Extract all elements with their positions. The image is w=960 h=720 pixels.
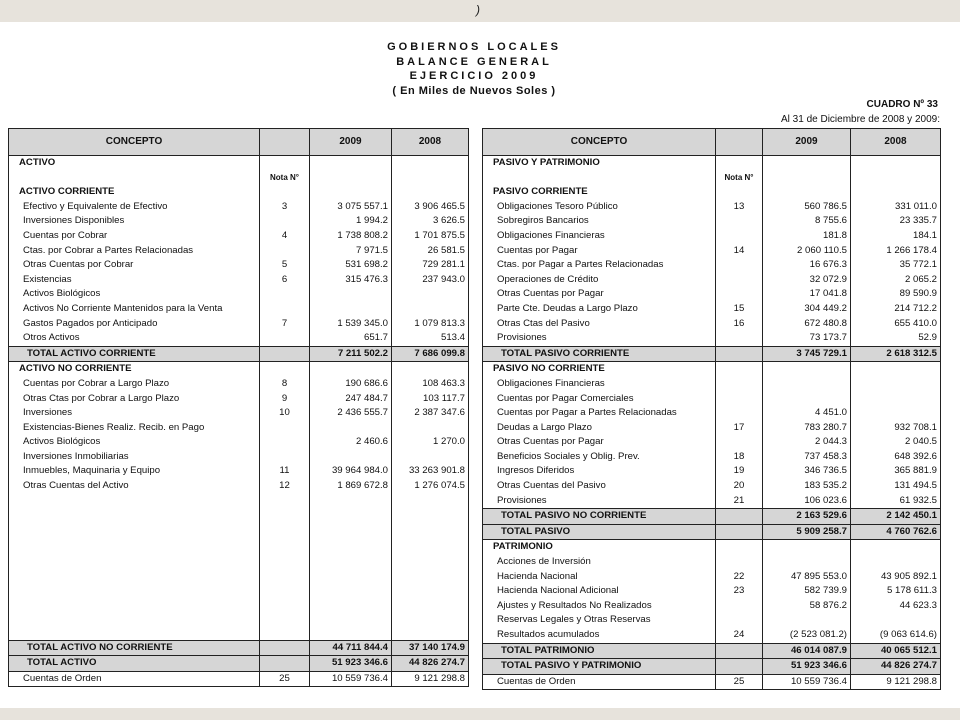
row-value-2009: 10 559 736.4 [331, 672, 388, 684]
table-row [483, 392, 941, 407]
row-nota: 20 [733, 480, 745, 492]
row-value-2008: 89 590.9 [899, 288, 937, 300]
row-nota: 17 [733, 421, 745, 433]
row-value-2008: 331 011.0 [895, 200, 937, 212]
top-bar [0, 0, 960, 22]
table-row [483, 555, 941, 570]
total-row [9, 640, 469, 656]
row-concepto: Provisiones [497, 332, 547, 344]
row-value-2009: 560 786.5 [804, 200, 847, 212]
row-value-2009: 3 075 557.1 [337, 200, 388, 212]
row-value-2008: 1 270.0 [432, 436, 465, 448]
row-concepto: Operaciones de Crédito [497, 273, 599, 285]
header-2009: 2009 [310, 129, 392, 156]
row-nota: 22 [733, 570, 745, 582]
total-row [483, 643, 941, 659]
row-value-2008: 729 281.1 [422, 259, 465, 271]
table-row [9, 200, 469, 215]
row-concepto: Resultados acumulados [497, 629, 600, 640]
row-value-2009: 73 173.7 [809, 332, 847, 344]
total-row [483, 509, 941, 525]
row-concepto: ACTIVO CORRIENTE [19, 186, 115, 198]
row-concepto: Cuentas por Pagar [497, 244, 578, 256]
table-row [9, 302, 469, 317]
table-row [483, 171, 941, 186]
table-row [9, 464, 469, 479]
document-title-block [0, 40, 948, 98]
title-line-1: GOBIERNOS LOCALES [387, 41, 561, 53]
row-nota: 15 [733, 302, 745, 314]
row-concepto: Inversiones [23, 407, 73, 419]
row-concepto: Obligaciones Financieras [497, 377, 605, 389]
row-concepto: Sobregiros Bancarios [497, 215, 589, 227]
row-concepto: Efectivo y Equivalente de Efectivo [23, 200, 168, 212]
table-row [483, 214, 941, 229]
row-concepto: Obligaciones Financieras [497, 229, 605, 241]
row-concepto: Obligaciones Tesoro Público [497, 200, 618, 212]
blank-row [9, 581, 469, 596]
table-row [483, 494, 941, 509]
row-value-2009: 8 755.6 [814, 215, 847, 227]
row-nota: 8 [281, 377, 288, 389]
table-row [483, 540, 941, 555]
row-value-2009: 190 686.6 [345, 377, 388, 389]
row-concepto: Otras Cuentas del Activo [23, 480, 129, 492]
row-value-2009: 46 014 087.9 [790, 644, 847, 656]
row-value-2008: 7 686 099.8 [414, 347, 465, 359]
header-concepto: CONCEPTO [9, 129, 260, 156]
table-row [483, 435, 941, 450]
row-concepto: PASIVO CORRIENTE [493, 186, 588, 198]
row-value-2009: 183 535.2 [804, 480, 847, 492]
row-concepto: Beneficios Sociales y Oblig. Prev. [497, 450, 640, 462]
table-row [9, 362, 469, 377]
total-row [483, 524, 941, 540]
row-value-2008: 26 581.5 [427, 244, 465, 256]
table-row [9, 273, 469, 288]
row-value-2008: 932 708.1 [894, 421, 937, 433]
row-value-2009: 32 072.9 [809, 273, 847, 285]
row-concepto: TOTAL PASIVO [501, 525, 571, 537]
row-value-2008: 2 040.5 [904, 436, 937, 448]
report-date: Al 31 de Diciembre de 2008 y 2009: [781, 114, 940, 125]
row-value-2008: 9 121 298.8 [414, 672, 465, 684]
total-row [9, 346, 469, 362]
header-2008: 2008 [392, 129, 469, 156]
row-concepto: Ajustes y Resultados No Realizados [497, 599, 652, 611]
title-line-3: EJERCICIO 2009 [409, 70, 539, 82]
row-concepto: ACTIVO NO CORRIENTE [19, 363, 132, 375]
table-row [9, 214, 469, 229]
table-row [9, 258, 469, 273]
row-concepto: Deudas a Largo Plazo [497, 421, 592, 433]
row-concepto: Cuentas por Pagar a Partes Relacionadas [497, 407, 677, 419]
blank-row [9, 508, 469, 523]
table-row [9, 244, 469, 259]
row-value-2009: 304 449.2 [804, 302, 847, 314]
row-value-2008: 3 626.5 [432, 215, 465, 227]
cuadro-number: CUADRO Nº 33 [866, 99, 938, 110]
row-nota: 6 [281, 273, 288, 285]
bottom-bar [0, 708, 960, 720]
row-value-2009: 2 436 555.7 [337, 407, 388, 419]
table-row [483, 185, 941, 200]
row-concepto: Cuentas de Orden [23, 672, 102, 684]
table-row [483, 450, 941, 465]
row-value-2009: 2 044.3 [814, 436, 847, 448]
row-nota: 4 [281, 229, 288, 241]
row-concepto: PATRIMONIO [493, 541, 553, 553]
row-nota: 14 [733, 244, 745, 256]
row-concepto: Activos No Corriente Mantenidos para la Venta [23, 302, 223, 314]
row-concepto: Reservas Legales y Otras Reservas [497, 614, 651, 626]
row-concepto: Existencias-Bienes Realiz. Recib. en Pago [23, 421, 205, 433]
row-value-2009: 58 876.2 [809, 599, 847, 611]
row-concepto: Activos Biológicos [23, 288, 101, 300]
blank-row [9, 610, 469, 625]
row-nota: 5 [281, 259, 288, 271]
table-row [483, 377, 941, 392]
row-value-2008: 4 760 762.6 [886, 525, 937, 537]
row-value-2008: 1 276 074.5 [414, 480, 465, 492]
row-value-2008: 1 079 813.3 [414, 317, 465, 329]
table-row [483, 584, 941, 599]
row-value-2008: 5 178 611.3 [887, 585, 937, 597]
table-row [483, 406, 941, 421]
table-row [9, 229, 469, 244]
table-row [9, 331, 469, 346]
table-row [483, 287, 941, 302]
table-row [9, 435, 469, 450]
row-concepto: Provisiones [497, 494, 547, 506]
row-value-2008: 2 065.2 [904, 273, 937, 285]
row-nota: 12 [279, 480, 290, 492]
table-row [483, 302, 941, 317]
total-row [483, 346, 941, 362]
row-concepto: Existencias [23, 273, 72, 285]
blank-row [9, 537, 469, 552]
row-value-2008: 1 701 875.5 [414, 229, 465, 241]
row-nota: 13 [733, 200, 745, 212]
row-value-2008: 52.9 [918, 332, 937, 344]
row-value-2008: 2 387 347.6 [414, 407, 465, 419]
row-value-2009: 17 041.8 [809, 288, 847, 300]
row-concepto: TOTAL ACTIVO [27, 657, 97, 669]
row-value-2009: 2 163 529.6 [796, 510, 847, 522]
row-value-2008: 365 881.9 [894, 465, 937, 477]
row-value-2009: 315 476.3 [345, 273, 388, 285]
table-row [483, 599, 941, 614]
row-value-2008: 237 943.0 [422, 273, 465, 285]
row-concepto: Gastos Pagados por Anticipado [23, 317, 158, 329]
header-2009: 2009 [763, 129, 851, 156]
row-concepto: TOTAL ACTIVO CORRIENTE [27, 347, 156, 359]
table-row [483, 331, 941, 346]
row-concepto: Parte Cte. Deudas a Largo Plazo [497, 302, 638, 314]
row-value-2009: 247 484.7 [345, 392, 388, 404]
row-nota: 18 [733, 450, 745, 462]
row-concepto: Ctas. por Cobrar a Partes Relacionadas [23, 244, 194, 256]
row-nota: 19 [733, 465, 745, 477]
blank-row [9, 494, 469, 509]
row-value-2009: 3 745 729.1 [796, 347, 847, 359]
row-nota: 10 [279, 407, 290, 419]
title-line-4: ( En Miles de Nuevos Soles ) [392, 84, 556, 97]
row-value-2009: 582 739.9 [804, 585, 847, 597]
row-nota: 25 [733, 675, 745, 687]
row-value-2008: 35 772.1 [899, 259, 937, 271]
row-nota: 3 [281, 200, 288, 212]
row-nota: 21 [733, 494, 745, 506]
blank-row [9, 625, 469, 640]
table-row [9, 421, 469, 436]
row-value-2009: 4 451.0 [814, 407, 847, 419]
row-concepto: Otras Cuentas por Pagar [497, 436, 604, 448]
row-concepto: TOTAL ACTIVO NO CORRIENTE [27, 641, 173, 653]
row-concepto: ACTIVO [19, 157, 56, 168]
header-2008: 2008 [851, 129, 941, 156]
table-row [9, 406, 469, 421]
row-value-2008: 40 065 512.1 [880, 644, 937, 656]
row-concepto: Cuentas de Orden [497, 675, 576, 687]
row-concepto: Cuentas por Pagar Comerciales [497, 392, 634, 404]
row-value-2009: 10 559 736.4 [790, 675, 847, 687]
blank-row [9, 552, 469, 567]
row-value-2008: 44 826 274.7 [880, 660, 937, 672]
row-concepto: Otros Activos [23, 332, 80, 344]
row-value-2008: 23 335.7 [899, 215, 937, 227]
row-value-2009: (2 523 081.2) [789, 629, 847, 640]
row-concepto: Hacienda Nacional [497, 570, 578, 582]
table-row [9, 156, 469, 171]
row-value-2008: (9 063 614.6) [879, 629, 937, 640]
blank-row [9, 523, 469, 538]
table-row [9, 479, 469, 494]
table-row [483, 362, 941, 377]
row-value-2008: 648 392.6 [894, 450, 937, 462]
row-value-2008: 2 618 312.5 [886, 347, 937, 359]
header-nota [260, 129, 310, 156]
row-concepto: TOTAL PASIVO CORRIENTE [501, 347, 630, 359]
row-concepto: Otras Ctas por Cobrar a Largo Plazo [23, 392, 180, 404]
row-value-2009: 181.8 [822, 229, 847, 241]
table-row [483, 258, 941, 273]
row-nota: 16 [733, 317, 745, 329]
header-concepto: CONCEPTO [483, 129, 716, 156]
row-concepto: Cuentas por Cobrar a Largo Plazo [23, 377, 170, 389]
row-concepto: Cuentas por Cobrar [23, 229, 108, 241]
total-row [483, 659, 941, 675]
row-value-2008: 33 263 901.8 [408, 465, 465, 477]
row-nota: 11 [279, 465, 290, 477]
row-value-2009: 672 480.8 [804, 317, 847, 329]
row-value-2008: 9 121 298.8 [886, 675, 937, 687]
table-row [9, 671, 469, 687]
row-value-2008: 184.1 [912, 229, 937, 241]
row-value-2008: 37 140 174.9 [408, 641, 465, 653]
activo-table [8, 128, 469, 687]
total-row [9, 656, 469, 672]
table-row [483, 421, 941, 436]
table-row [9, 392, 469, 407]
table-row [483, 464, 941, 479]
table-row [9, 377, 469, 392]
row-value-2009: 346 736.5 [804, 465, 847, 477]
table-row [483, 628, 941, 643]
row-nota: 9 [281, 392, 288, 404]
table-row [483, 229, 941, 244]
row-concepto: Otras Cuentas por Pagar [497, 288, 604, 300]
row-value-2008: 103 117.7 [423, 392, 465, 404]
row-value-2009: 1 539 345.0 [337, 317, 388, 329]
row-value-2008: 108 463.3 [422, 377, 465, 389]
row-value-2009: 531 698.2 [345, 259, 388, 271]
table-row [483, 244, 941, 259]
title-line-2: BALANCE GENERAL [396, 55, 552, 68]
row-concepto: Inversiones Inmobiliarias [23, 450, 129, 462]
table-row [9, 185, 469, 200]
row-value-2008: 43 905 892.1 [880, 570, 937, 582]
table-row [9, 287, 469, 302]
table-row [483, 273, 941, 288]
pasivo-patrimonio-table [482, 128, 941, 690]
row-value-2008: 214 712.2 [894, 302, 937, 314]
row-nota: 23 [733, 585, 745, 597]
row-value-2009: 5 909 258.7 [796, 525, 847, 537]
row-concepto: Inversiones Disponibles [23, 215, 125, 227]
row-value-2009: 44 711 844.4 [332, 641, 388, 653]
row-concepto: Ctas. por Pagar a Partes Relacionadas [497, 259, 664, 271]
table-row [483, 479, 941, 494]
row-concepto: Activos Biológicos [23, 436, 101, 448]
row-value-2009: 7 211 502.2 [337, 347, 388, 359]
table-row [9, 317, 469, 332]
row-value-2009: 1 994.2 [355, 215, 388, 227]
row-concepto: Acciones de Inversión [497, 556, 591, 568]
row-concepto: Inmuebles, Maquinaria y Equipo [23, 465, 161, 477]
row-value-2009: 1 738 808.2 [337, 229, 388, 241]
row-value-2008: 61 932.5 [899, 494, 937, 506]
row-concepto: Otras Cuentas por Cobrar [23, 259, 134, 271]
row-value-2009: 47 895 553.0 [790, 570, 847, 582]
row-concepto: Hacienda Nacional Adicional [497, 585, 619, 597]
row-concepto: TOTAL PASIVO NO CORRIENTE [501, 510, 647, 522]
row-value-2008: 655 410.0 [894, 317, 937, 329]
row-value-2008: 2 142 450.1 [886, 510, 937, 522]
row-value-2009: 7 971.5 [355, 244, 388, 256]
row-value-2009: 2 460.6 [355, 436, 388, 448]
row-concepto: Otras Ctas del Pasivo [497, 317, 590, 329]
row-value-2009: 39 964 984.0 [331, 465, 388, 477]
activo-table-header [9, 129, 469, 156]
row-value-2009: 51 923 346.6 [790, 660, 847, 672]
blank-row [9, 567, 469, 582]
row-concepto: PASIVO Y PATRIMONIO [493, 157, 600, 168]
row-value-2008: 131 494.5 [894, 480, 937, 492]
row-nota: Nota N° [724, 172, 754, 182]
row-concepto: TOTAL PATRIMONIO [501, 644, 595, 656]
table-row [483, 200, 941, 215]
table-row [483, 317, 941, 332]
row-value-2009: 106 023.6 [804, 494, 847, 506]
row-value-2008: 3 906 465.5 [414, 200, 465, 212]
row-value-2009: 651.7 [363, 332, 388, 344]
row-nota: Nota N° [270, 172, 299, 182]
row-nota: 24 [733, 629, 745, 640]
row-value-2009: 737 458.3 [804, 450, 847, 462]
row-value-2008: 44 623.3 [899, 599, 937, 611]
document-page [0, 22, 960, 708]
table-row [9, 450, 469, 465]
row-concepto: TOTAL PASIVO Y PATRIMONIO [501, 660, 642, 672]
table-row [483, 674, 941, 690]
row-value-2008: 1 266 178.4 [886, 244, 937, 256]
row-concepto: Otras Cuentas del Pasivo [497, 480, 606, 492]
row-value-2008: 513.4 [440, 332, 465, 344]
row-nota: 25 [279, 672, 290, 684]
row-value-2009: 51 923 346.6 [331, 657, 388, 669]
row-value-2009: 2 060 110.5 [797, 244, 847, 256]
table-row [483, 613, 941, 628]
row-nota: 7 [281, 317, 288, 329]
row-concepto: Ingresos Diferidos [497, 465, 575, 477]
table-row [9, 171, 469, 186]
row-value-2009: 16 676.3 [809, 259, 847, 271]
row-concepto: PASIVO NO CORRIENTE [493, 363, 605, 375]
table-row [483, 570, 941, 585]
top-mark: ) [476, 3, 480, 17]
row-value-2009: 1 869 672.8 [337, 480, 388, 492]
blank-row [9, 596, 469, 611]
row-value-2008: 44 826 274.7 [408, 657, 465, 669]
header-nota [716, 129, 763, 156]
pasivo-table-header [483, 129, 941, 156]
table-row [483, 156, 941, 171]
row-value-2009: 783 280.7 [804, 421, 847, 433]
